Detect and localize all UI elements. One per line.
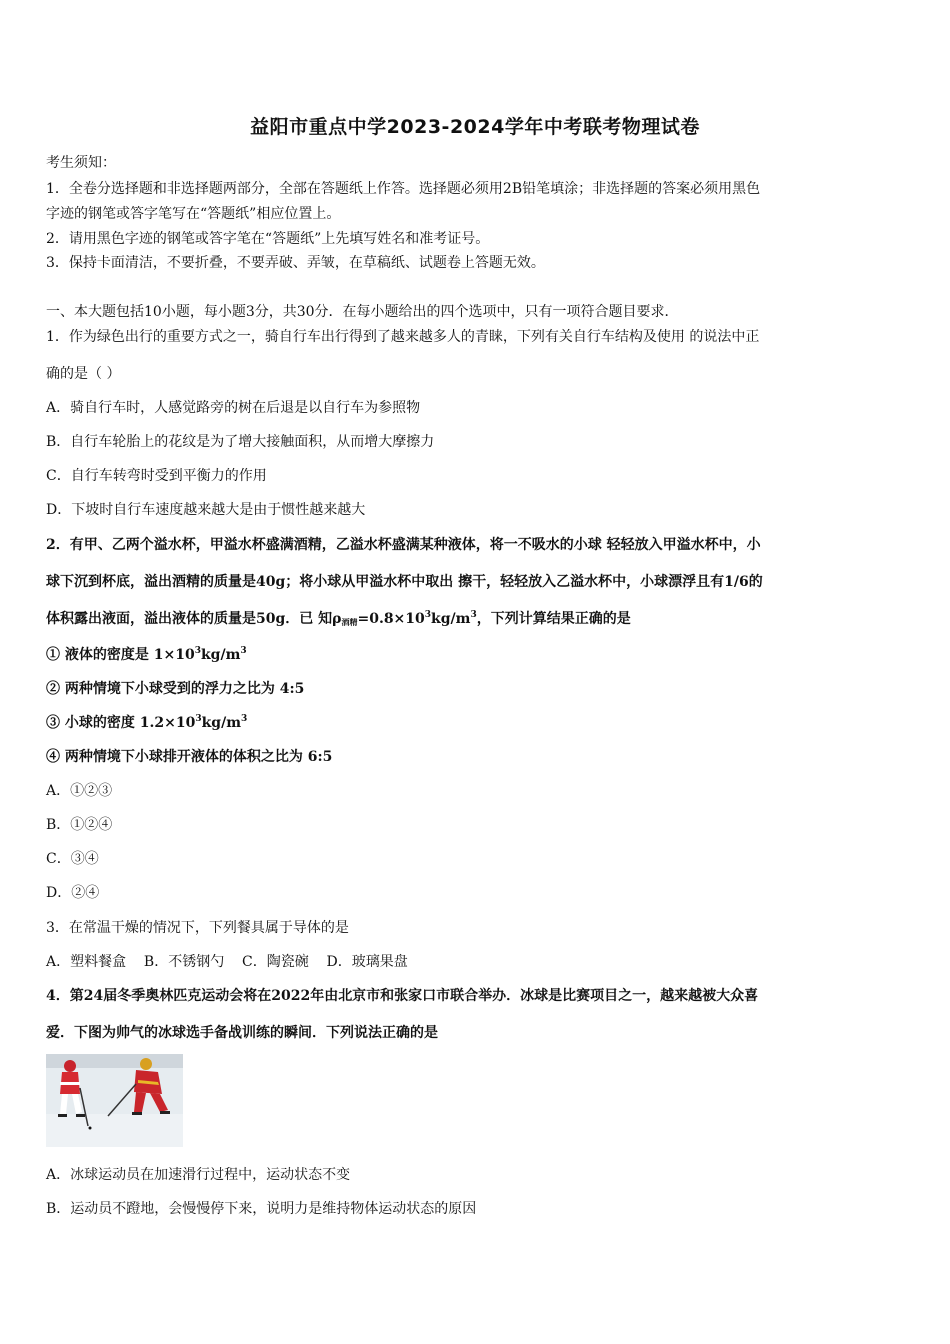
q2-stem: 球下沉到杯底，溢出酒精的质量是40g；将小球从甲溢水杯中取出 擦干，轻轻放入乙溢水杯中，小球漂浮且有1/6的: [46, 574, 763, 590]
q3-stem: 3．在常温干燥的情况下，下列餐具属于导体的是: [46, 920, 349, 936]
q2-statement: ② 两种情境下小球受到的浮力之比为 4:5: [46, 681, 305, 697]
page-title: 益阳市重点中学2023-2024学年中考联考物理试卷: [250, 116, 700, 138]
q4-stem: 4．第24届冬季奥林匹克运动会将在2022年由北京市和张家口市联合举办．冰球是比赛项目之一，越来越被大众喜: [46, 988, 759, 1004]
notice-heading: 考生须知：: [46, 155, 116, 171]
q2-option-c: C．③④: [46, 851, 99, 867]
ice-hockey-photo: [46, 1054, 183, 1147]
q1-option-d: D．下坡时自行车速度越来越大是由于惯性越来越大: [46, 502, 366, 518]
q1-stem: 1．作为绿色出行的重要方式之一，骑自行车出行得到了越来越多人的青睐，下列有关自行车结构及使用 的说法中正: [46, 329, 760, 345]
notice-item: 2．请用黑色字迹的钢笔或答字笔在“答题纸”上先填写姓名和准考证号。: [46, 231, 490, 247]
notice-item: 1．全卷分选择题和非选择题两部分，全部在答题纸上作答。选择题必须用2B铅笔填涂；非选择题的答案必须用黑色: [46, 181, 761, 197]
q2-stem: 体积露出液面，溢出液体的质量是50g．已 知$\rho_{酒精}=0.8\times 10^3kg/m^3$，下列计算结果正确的是: [46, 610, 631, 627]
q2-stem: 2．有甲、乙两个溢水杯，甲溢水杯盛满酒精，乙溢水杯盛满某种液体，将一不吸水的小球 轻轻放入甲溢水杯中，小: [46, 537, 761, 553]
notice-item: 3．保持卡面清洁，不要折叠，不要弄破、弄皱，在草稿纸、试题卷上答题无效。: [46, 255, 545, 271]
q1-option-b: B．自行车轮胎上的花纹是为了增大接触面积，从而增大摩擦力: [46, 434, 435, 450]
notice-item: 字迹的钢笔或答字笔写在“答题纸”相应位置上。: [46, 206, 341, 222]
q2-option-b: B．①②④: [46, 817, 113, 833]
q1-option-c: C．自行车转弯时受到平衡力的作用: [46, 468, 267, 484]
ice-hockey-illustration: [46, 1054, 183, 1147]
q3-options: A．塑料餐盒 B．不锈钢勺 C．陶瓷碗 D．玻璃果盘: [46, 954, 408, 970]
q1-stem: 确的是（ ）: [46, 366, 121, 382]
q4-option-b: B．运动员不蹬地，会慢慢停下来，说明力是维持物体运动状态的原因: [46, 1201, 477, 1217]
q2-statement: ① 液体的密度是 $1\times 10^3kg/m^3$: [46, 646, 247, 663]
q4-option-a: A．冰球运动员在加速滑行过程中，运动状态不变: [46, 1167, 351, 1183]
q2-statement: ③ 小球的密度 $1.2\times 10^3kg/m^3$: [46, 714, 248, 731]
section-heading: 一、本大题包括10小题，每小题3分，共30分．在每小题给出的四个选项中，只有一项符合题目要求．: [46, 304, 679, 320]
q2-statement: ④ 两种情境下小球排开液体的体积之比为 6:5: [46, 749, 333, 765]
q2-option-a: A．①②③: [46, 783, 113, 799]
q4-stem: 爱．下图为帅气的冰球选手备战训练的瞬间．下列说法正确的是: [46, 1025, 438, 1041]
q2-option-d: D．②④: [46, 885, 100, 901]
q1-option-a: A．骑自行车时，人感觉路旁的树在后退是以自行车为参照物: [46, 400, 421, 416]
